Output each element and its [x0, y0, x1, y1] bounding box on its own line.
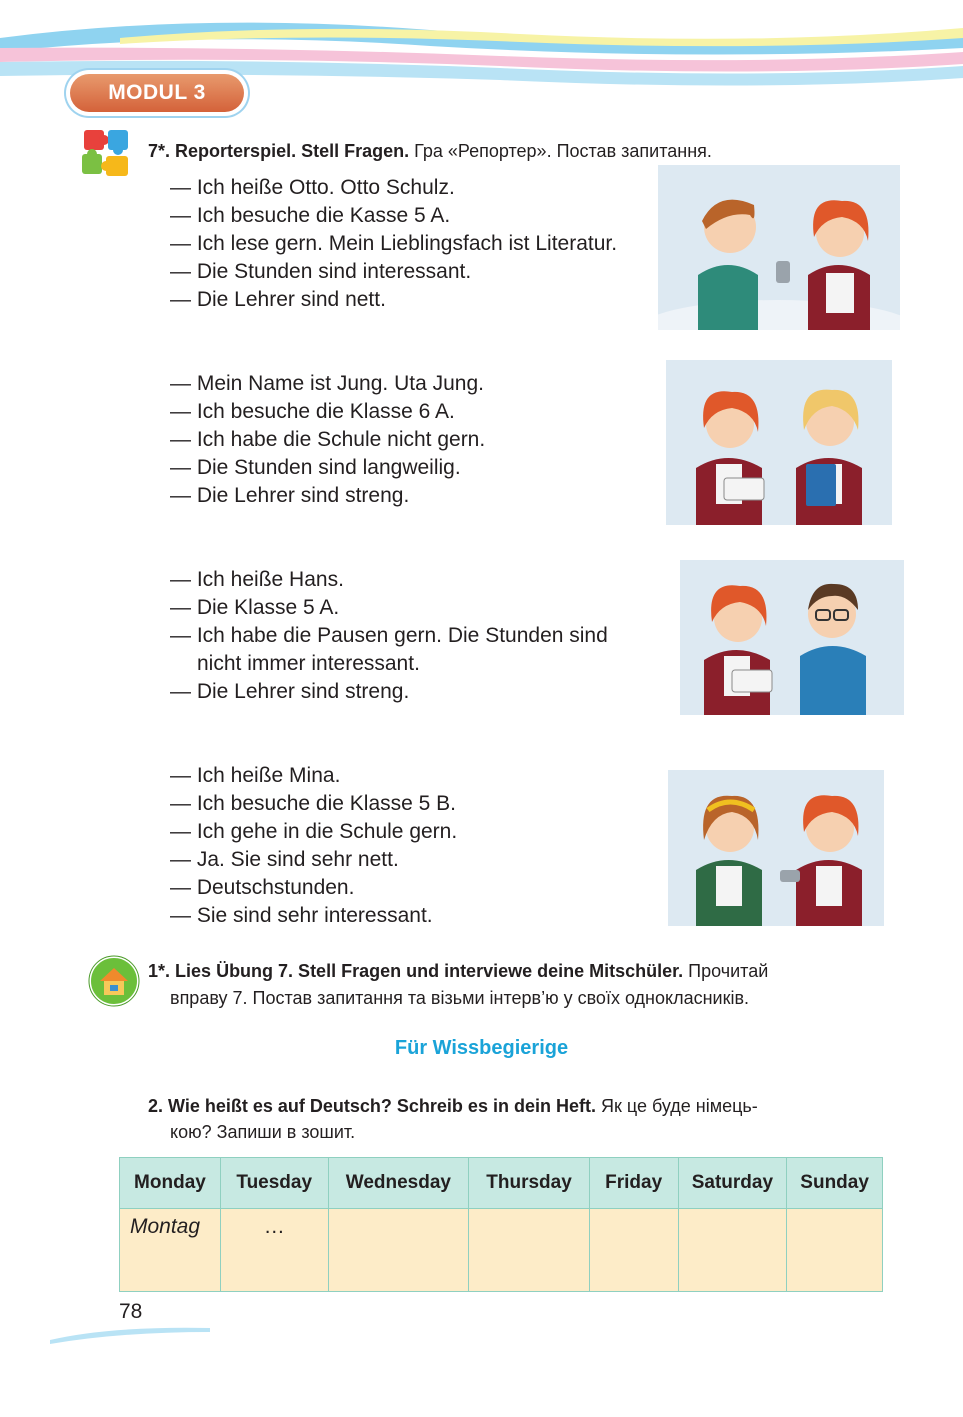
dialog-line: — Die Stunden sind interessant. [170, 260, 472, 283]
task7-title-de: Reporterspiel. Stell Fragen. [175, 141, 410, 161]
table-header-row [120, 1158, 883, 1209]
table-header-cell: Wednesday [328, 1158, 469, 1209]
homework1-number: 1*. [148, 961, 171, 981]
dialog-line: — Ich heiße Otto. Otto Schulz. [170, 176, 455, 199]
illustration-two-girls-with-notebook [666, 360, 892, 525]
dialog-line: — Sie sind sehr interessant. [170, 904, 433, 927]
table-header-cell: Thursday [469, 1158, 590, 1209]
dialog-2 [170, 370, 485, 510]
table-cell [787, 1209, 883, 1292]
dialog-line: — Ich besuche die Klasse 6 A. [170, 400, 455, 423]
dialog-line: — Ich heiße Hans. [170, 568, 344, 591]
dialog-line: — Ich habe die Pausen gern. Die Stunden sind [170, 624, 608, 647]
section-title: Für Wissbegierige [394, 1037, 569, 1059]
task2-heading-line2: кою? Запиши в зошит. [170, 1122, 356, 1142]
dialog-3 [170, 566, 608, 706]
table-row [120, 1209, 883, 1292]
dialog-line: — Die Lehrer sind nett. [170, 288, 386, 311]
table-cell: … [220, 1209, 328, 1292]
dialog-line: — Ich besuche die Kasse 5 A. [170, 204, 451, 227]
dialog-line: — Die Klasse 5 A. [170, 596, 340, 619]
task2-number: 2. [148, 1096, 164, 1116]
dialog-line: — Ich habe die Schule nicht gern. [170, 428, 486, 451]
task2-title-uk: Як це буде німець- [600, 1096, 758, 1116]
illustration-boy-and-girl-reporter [658, 165, 900, 330]
dialog-line: — Die Lehrer sind streng. [170, 680, 410, 703]
table-header-cell: Sunday [787, 1158, 883, 1209]
table-cell [469, 1209, 590, 1292]
table-header-cell: Saturday [678, 1158, 787, 1209]
table-cell: Montag [120, 1209, 221, 1292]
module-badge [66, 70, 248, 116]
homework1-heading-line1 [148, 957, 768, 985]
dialog-line: — Mein Name ist Jung. Uta Jung. [170, 372, 484, 395]
table-header-cell: Monday [120, 1158, 221, 1209]
table-header-cell: Tuesday [220, 1158, 328, 1209]
homework1-heading-line2: вправу 7. Постав запитання та візьми інтерв’ю у своїх однокласників. [170, 988, 750, 1008]
task2-title-de: Wie heißt es auf Deutsch? Schreib es in dein Heft. [168, 1096, 596, 1116]
dialog-line: — Ich lese gern. Mein Lieblingsfach ist Literatur. [170, 232, 618, 255]
dialog-4 [170, 762, 457, 930]
dialog-1 [170, 174, 617, 314]
puzzle-icon [78, 126, 136, 180]
task7-title-uk: Гра «Репортер». Постав запитання. [414, 141, 712, 161]
dialog-line: — Die Lehrer sind streng. [170, 484, 410, 507]
table-cell [328, 1209, 469, 1292]
days-of-week-table [119, 1157, 883, 1292]
task7-heading [148, 137, 712, 165]
homework1-title-uk: Прочитай [688, 961, 769, 981]
house-icon [88, 955, 140, 1007]
module-label: MODUL 3 [70, 74, 244, 112]
task2-heading-line1 [148, 1092, 758, 1120]
dialog-line: — Ich gehe in die Schule gern. [170, 820, 458, 843]
illustration-girl-with-headband-and-reporter [668, 770, 884, 926]
table-header-cell: Friday [589, 1158, 678, 1209]
homework1-title-de: Lies Übung 7. Stell Fragen und interviewe deine Mitschüler. [175, 961, 684, 981]
dialog-line: — Ich heiße Mina. [170, 764, 341, 787]
illustration-girl-and-boy-with-glasses [680, 560, 904, 715]
page-number: 78 [119, 1300, 143, 1323]
dialog-line: — Ja. Sie sind sehr nett. [170, 848, 399, 871]
footer-wave-decoration [50, 1318, 210, 1348]
task7-number: 7*. [148, 141, 171, 161]
dialog-line: — Die Stunden sind langweilig. [170, 456, 461, 479]
table-cell [589, 1209, 678, 1292]
dialog-line: nicht immer interessant. [197, 652, 420, 675]
table-cell [678, 1209, 787, 1292]
dialog-line: — Ich besuche die Klasse 5 B. [170, 792, 456, 815]
dialog-line: — Deutschstunden. [170, 876, 355, 899]
